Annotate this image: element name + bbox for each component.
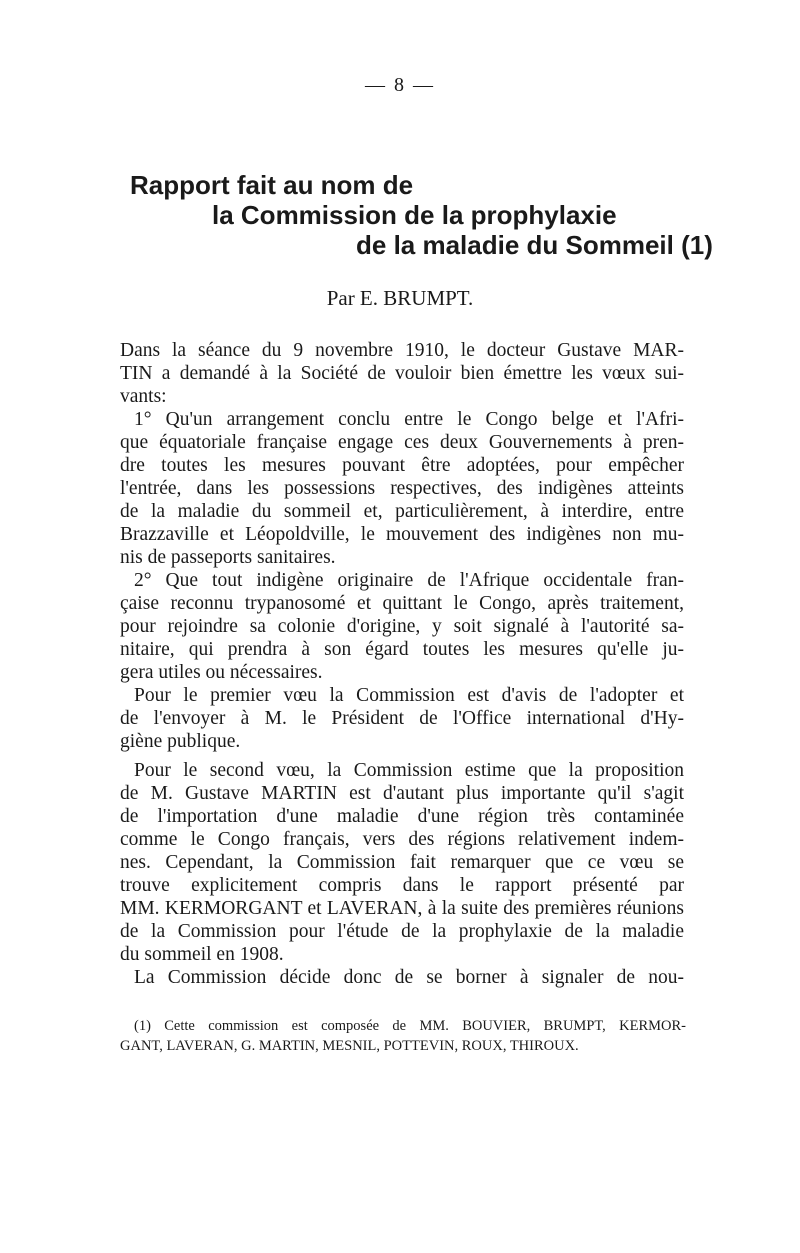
page-title-line-3: de la maladie du Sommeil (1) (356, 230, 713, 260)
page-number: — 8 — (365, 74, 435, 96)
author-byline: Par E. BRUMPT. (326, 286, 474, 310)
page-title-line-1: Rapport fait au nom de (130, 170, 414, 200)
page-title-line-2: la Commission de la prophylaxie (212, 200, 617, 230)
